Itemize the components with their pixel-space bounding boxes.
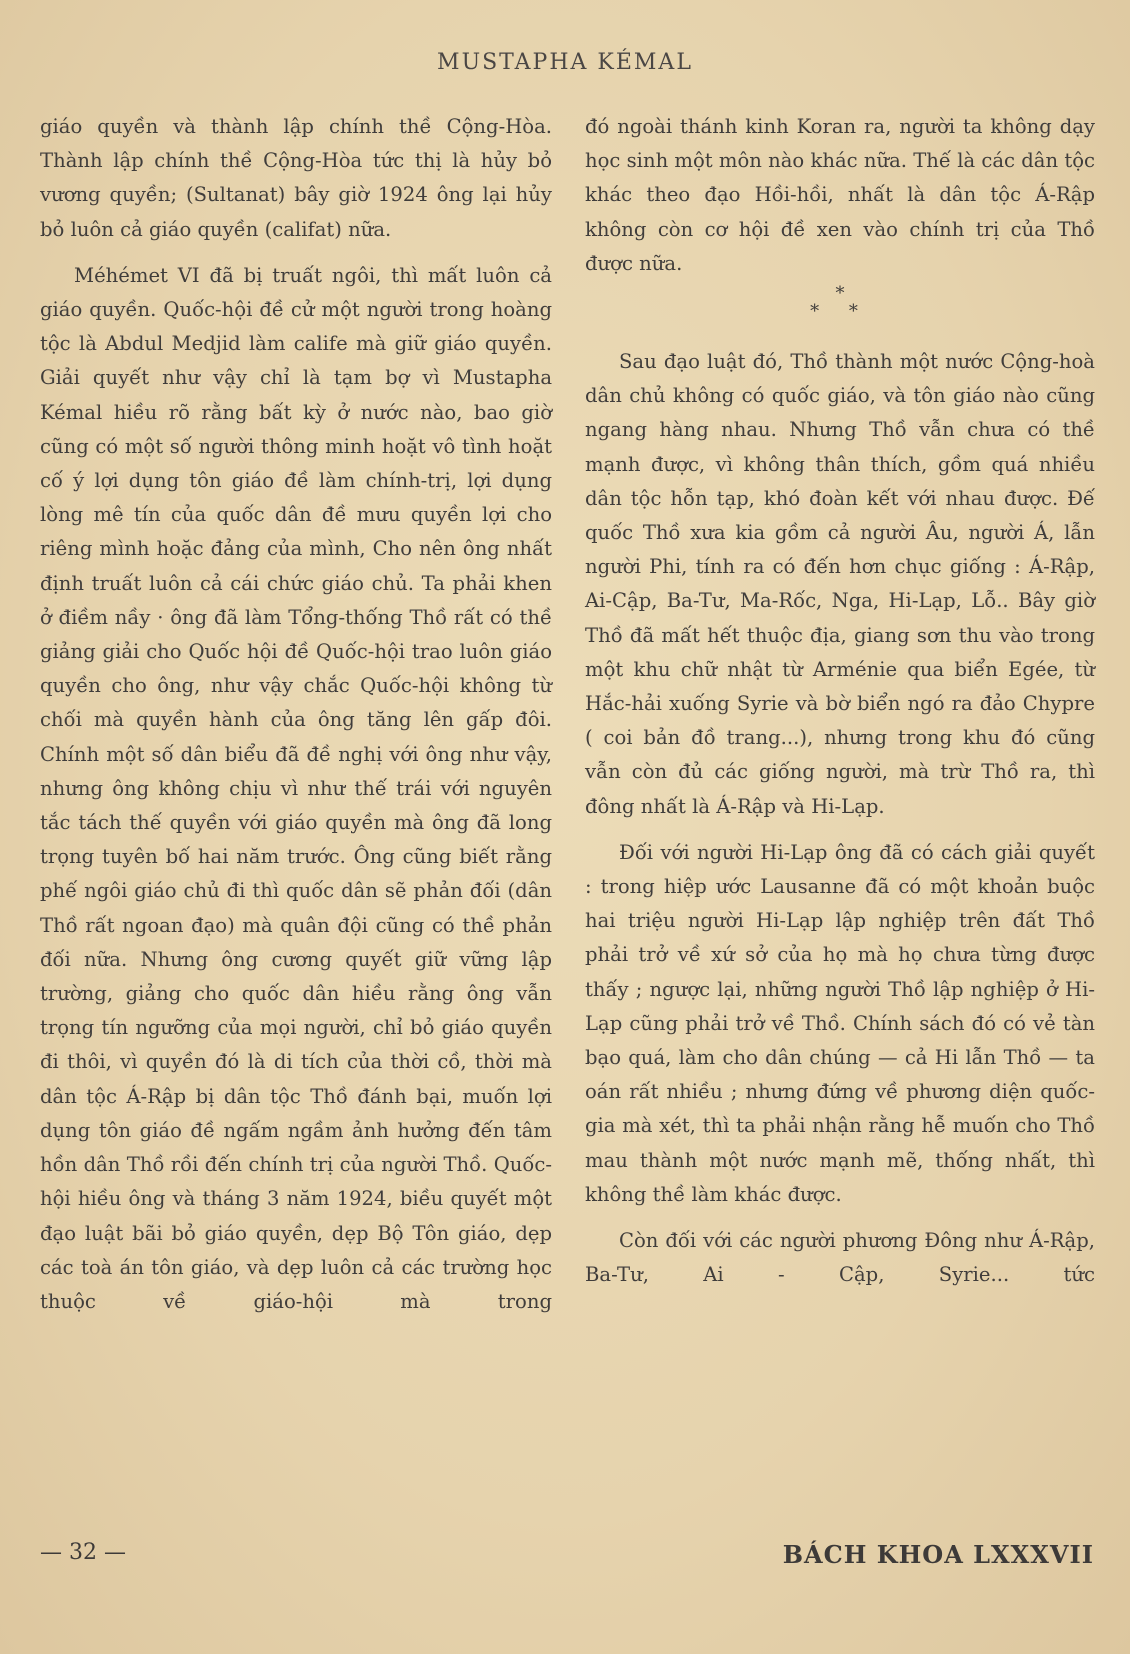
paragraph-left-2: Méhémet VI đã bị truất ngôi, thì mất luôn cả giáo quyền. Quốc-hội đề cử một người trong hoàng tộc là Abdul Medjid làm calife mà giữ giáo quyền. Giải quyết như vậy chỉ là tạm bợ vì Mustapha Kémal hiều rõ rằng bất kỳ ở nước nào, bao giờ cũng có một số người thông minh hoặt vô tình hoặt cố ý lợi dụng tôn giáo đề làm chính-trị, lợi dụng lòng mê tín của quốc dân đề mưu quyền lợi cho riêng mình hoặc đảng của mình, Cho nên ông nhất định truất luôn cả cái chức giáo chủ. Ta phải khen ở điềm nầy · ông đã làm Tổng-thống Thồ rất có thề giảng giải cho Quốc hội đề Quốc-hội trao luôn giáo quyền cho ông, như vậy chắc Quốc-hội không từ chối mà quyền hành của ông tăng lên gấp đôi. Chính một số dân biểu đã đề nghị với ông như vậy, nhưng ông không chịu vì như thế trái với nguyên tắc tách thế quyền với giáo quyền mà ông đã long trọng tuyên bố hai năm trước. Ông cũng biết rằng phế ngôi giáo chủ đi thì quốc dân sẽ phản đối (dân Thồ rất ngoan đạo) mà quân đội cũng có thề phản đối nữa. Nhưng ông cương quyết giữ vững lập trường, giảng cho quốc dân hiều rằng ông vẫn trọng tín ngưỡng của mọi người, chỉ bỏ giáo quyền đi thôi, vì quyền đó là di tích của thời cồ, thời mà dân tộc Á-Rập bị dân tộc Thồ đánh bại, muốn lợi dụng tôn giáo đề ngấm ngầm ảnh hưởng đến tâm hồn dân Thồ rồi đến chính trị của người Thồ. Quốc-hội hiều ông và tháng 3 năm 1924, biều quyết một đạo luật bãi bỏ giáo quyền, dẹp Bộ Tôn giáo, dẹp các toà án tôn giáo, và dẹp luôn cả các trường học thuộc về giáo-hội mà trong xyxy=(40,263,552,1313)
page-number: — 32 — xyxy=(40,1540,126,1565)
right-column xyxy=(585,110,1095,1293)
paragraph-right-2: Sau đạo luật đó, Thồ thành một nước Cộng-hoà dân chủ không có quốc giáo, và tôn giáo nào cũng ngang hàng nhau. Nhưng Thồ vẫn chưa có thề mạnh được, vì không thân thích, gồm quá nhiều dân tộc hỗn tạp, khó đoàn kết với nhau được. Đế quốc Thồ xưa kia gồm cả người Âu, người Á, lẫn người Phi, tính ra có đến hơn chục giống : Á-Rập, Ai-Cập, Ba-Tư, Ma-Rốc, Nga, Hi-Lạp, Lỗ.. Bây giờ Thồ đã mất hết thuộc địa, giang sơn thu vào trong một khu chữ nhật từ Arménie qua biển Egée, từ Hắc-hải xuống Syrie và bờ biển ngó ra đảo Chypre ( coi bản đồ trang...), nhưng trong khu đó cũng vẫn còn đủ các giống người, mà trừ Thồ ra, thì đông nhất là Á-Rập và Hi-Lạp. xyxy=(585,350,1095,818)
section-asterism: * * * xyxy=(810,283,870,323)
publication-name: BÁCH KHOA LXXXVII xyxy=(782,1540,1094,1569)
paragraph-right-1: đó ngoài thánh kinh Koran ra, người ta không dạy học sinh một môn nào khác nữa. Thế là các dân tộc khác theo đạo Hồi-hồi, nhất là dân tộc Á-Rập không còn cơ hội đề xen vào chính trị của Thồ được nữa. xyxy=(585,115,1095,275)
running-title: MUSTAPHA KÉMAL xyxy=(437,50,693,75)
paragraph-right-3: Đối với người Hi-Lạp ông đã có cách giải quyết : trong hiệp ước Lausanne đã có một khoản buộc hai triệu người Hi-Lạp lập nghiệp trên đất Thồ phải trở về xứ sở của họ mà họ chưa từng được thấy ; ngược lại, những người Thồ lập nghiệp ở Hi-Lạp cũng phải trở về Thồ. Chính sách đó có vẻ tàn bạo quá, làm cho dân chúng — cả Hi lẫn Thồ — ta oán rất nhiều ; nhưng đứng về phương diện quốc-gia mà xét, thì ta phải nhận rằng hễ muốn cho Thồ mau thành một nước mạnh mẽ, thống nhất, thì không thề làm khác được. xyxy=(585,840,1095,1206)
paragraph-left-1: giáo quyền và thành lập chính thề Cộng-Hòa. Thành lập chính thề Cộng-Hòa tức thị là hủy bỏ vương quyền; (Sultanat) bây giờ 1924 ông lại hủy bỏ luôn cả giáo quyền (califat) nữa. xyxy=(40,115,552,241)
paragraph-right-4: Còn đối với các người phương Đông như Á-Rập, Ba-Tư, Ai - Cập, Syrie... tức xyxy=(585,1229,1095,1287)
left-column xyxy=(40,110,552,1319)
